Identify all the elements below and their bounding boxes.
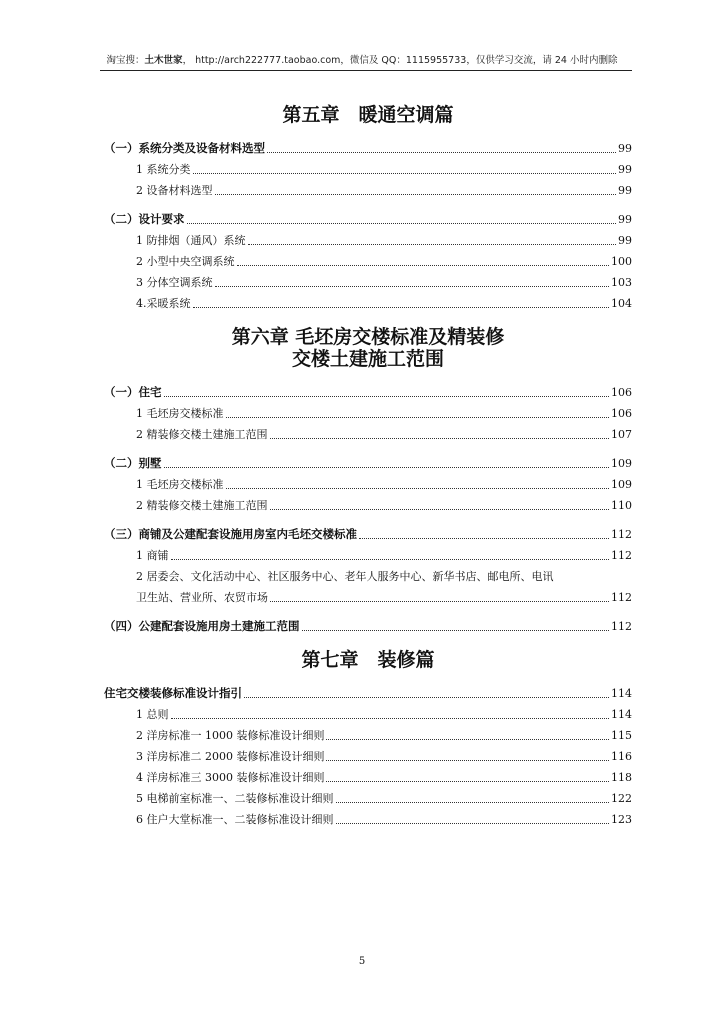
dot-leader <box>193 307 610 308</box>
toc-page-number: 122 <box>611 792 632 805</box>
toc-sub-entry[interactable] <box>104 725 632 746</box>
toc-section-entry[interactable] <box>104 524 632 545</box>
toc-page-number: 112 <box>611 549 632 562</box>
header-brand: 土木世家 <box>144 55 183 66</box>
toc-sub-entry[interactable] <box>104 587 632 608</box>
toc-section-entry[interactable] <box>104 138 632 159</box>
toc-section-entry[interactable] <box>104 683 632 704</box>
toc-sub-entry[interactable] <box>104 545 632 566</box>
header-prefix: 淘宝搜： <box>106 55 145 66</box>
toc-page-number: 114 <box>611 687 632 700</box>
dot-leader <box>270 438 610 439</box>
toc-entry-label: 1 毛坯房交楼标准 <box>136 407 224 420</box>
toc-entry-label: 4 洋房标准三 3000 装修标准设计细则 <box>136 771 325 784</box>
toc-entry-label: 3 分体空调系统 <box>136 276 213 289</box>
toc-sub-entry[interactable] <box>104 424 632 445</box>
toc-page-number: 112 <box>611 591 632 604</box>
toc-entry-label: （四）公建配套设施用房土建施工范围 <box>104 619 300 633</box>
toc-sub-entry[interactable] <box>104 495 632 516</box>
toc-entry-label: （二）别墅 <box>104 456 162 470</box>
page-header <box>0 52 724 66</box>
toc-entry-label: 2 洋房标准一 1000 装修标准设计细则 <box>136 729 325 742</box>
toc-section-entry[interactable] <box>104 382 632 403</box>
chapter-title <box>104 649 632 671</box>
toc-entry-label: （二）设计要求 <box>104 212 185 226</box>
toc-entry-label: 住宅交楼装修标准设计指引 <box>104 686 242 700</box>
toc-page-number: 118 <box>611 771 632 784</box>
toc-section-entry[interactable] <box>104 453 632 474</box>
toc-entry-label: 1 系统分类 <box>136 163 191 176</box>
dot-leader <box>215 286 610 287</box>
toc-entry-label: 2 精装修交楼土建施工范围 <box>136 499 268 512</box>
toc-sub-entry[interactable] <box>104 788 632 809</box>
toc-entry-label: 2 居委会、文化活动中心、社区服务中心、老年人服务中心、新华书店、邮电所、电讯 <box>136 570 554 583</box>
toc-sub-entry[interactable] <box>104 474 632 495</box>
dot-leader <box>359 538 609 539</box>
toc-page-number: 107 <box>611 428 632 441</box>
toc-page-number: 104 <box>611 297 632 310</box>
toc-page-number: 106 <box>611 407 632 420</box>
dot-leader <box>248 244 617 245</box>
toc-page-number: 109 <box>611 478 632 491</box>
toc-page-number: 99 <box>618 163 632 176</box>
toc-sub-entry[interactable] <box>104 159 632 180</box>
chapter-title-line: 第七章 装修篇 <box>301 649 435 671</box>
dot-leader <box>237 265 610 266</box>
dot-leader <box>226 488 610 489</box>
dot-leader <box>326 781 609 782</box>
toc-entry-label: 5 电梯前室标准一、二装修标准设计细则 <box>136 792 334 805</box>
dot-leader <box>336 802 610 803</box>
toc-sub-entry[interactable] <box>104 767 632 788</box>
page-number: 5 <box>358 956 366 967</box>
dot-leader <box>193 173 617 174</box>
toc-page-number: 123 <box>611 813 632 826</box>
toc-page-number: 110 <box>611 499 632 512</box>
dot-leader <box>326 760 609 761</box>
dot-leader <box>336 823 610 824</box>
toc-page-number: 103 <box>611 276 632 289</box>
chapter-title-line: 第五章 暖通空调篇 <box>282 104 454 126</box>
toc-sub-entry[interactable] <box>104 704 632 725</box>
dot-leader <box>244 697 609 698</box>
toc-entry-label: 2 设备材料选型 <box>136 184 213 197</box>
toc-entry-label: 1 防排烟（通风）系统 <box>136 234 246 247</box>
toc-entry-label: （一）系统分类及设备材料选型 <box>104 141 265 155</box>
header-divider <box>100 70 632 71</box>
toc-page-number: 109 <box>611 457 632 470</box>
toc-entry-label: （三）商铺及公建配套设施用房室内毛坯交楼标准 <box>104 527 357 541</box>
toc-entry-label: 1 商铺 <box>136 549 169 562</box>
toc-page-number: 106 <box>611 386 632 399</box>
dot-leader <box>187 223 617 224</box>
toc-sub-entry[interactable] <box>104 746 632 767</box>
toc-page-number: 99 <box>618 142 632 155</box>
toc-sub-entry[interactable] <box>104 230 632 251</box>
toc-page-number: 116 <box>611 750 632 763</box>
dot-leader <box>267 152 616 153</box>
toc-page-number: 99 <box>618 234 632 247</box>
dot-leader <box>164 396 610 397</box>
dot-leader <box>171 718 610 719</box>
toc-section-entry[interactable] <box>104 209 632 230</box>
toc-page-number: 112 <box>611 620 632 633</box>
chapter-title-line: 交楼土建施工范围 <box>291 348 444 370</box>
toc-sub-entry[interactable] <box>104 403 632 424</box>
toc-page-number: 99 <box>618 213 632 226</box>
toc-page-number: 99 <box>618 184 632 197</box>
toc-page-number: 115 <box>611 729 632 742</box>
toc-entry-label: 2 小型中央空调系统 <box>136 255 235 268</box>
dot-leader <box>164 467 610 468</box>
dot-leader <box>226 417 610 418</box>
chapter-title <box>104 326 632 370</box>
header-rest: ， http://arch222777.taobao.com，微信及 QQ：1115955733，仅供学习交流，请 24 小时内删除 <box>182 55 618 66</box>
toc-entry-label: 卫生站、营业所、农贸市场 <box>136 591 268 604</box>
dot-leader <box>326 739 609 740</box>
toc-sub-entry[interactable] <box>104 809 632 830</box>
dot-leader <box>171 559 610 560</box>
toc-entry-label: 1 总则 <box>136 708 169 721</box>
toc-sub-entry[interactable] <box>104 251 632 272</box>
dot-leader <box>215 194 617 195</box>
toc-entry-label: 3 洋房标准二 2000 装修标准设计细则 <box>136 750 325 763</box>
toc-sub-entry[interactable] <box>104 180 632 201</box>
toc-entry-label: 1 毛坯房交楼标准 <box>136 478 224 491</box>
dot-leader <box>270 509 610 510</box>
toc-entry-label: 2 精装修交楼土建施工范围 <box>136 428 268 441</box>
toc-entry-label: 4.采暖系统 <box>136 297 191 310</box>
toc-sub-entry[interactable] <box>104 272 632 293</box>
toc-sub-entry[interactable] <box>104 293 632 314</box>
table-of-contents <box>104 92 632 830</box>
toc-section-entry[interactable] <box>104 616 632 637</box>
chapter-title-line: 第六章 毛坯房交楼标准及精装修 <box>231 326 505 348</box>
dot-leader <box>270 601 609 602</box>
toc-entry-label: 6 住户大堂标准一、二装修标准设计细则 <box>136 813 334 826</box>
toc-page-number: 100 <box>611 255 632 268</box>
toc-page-number: 112 <box>611 528 632 541</box>
toc-entry-label: （一）住宅 <box>104 385 162 399</box>
chapter-title <box>104 104 632 126</box>
dot-leader <box>302 630 610 631</box>
toc-page-number: 114 <box>611 708 632 721</box>
